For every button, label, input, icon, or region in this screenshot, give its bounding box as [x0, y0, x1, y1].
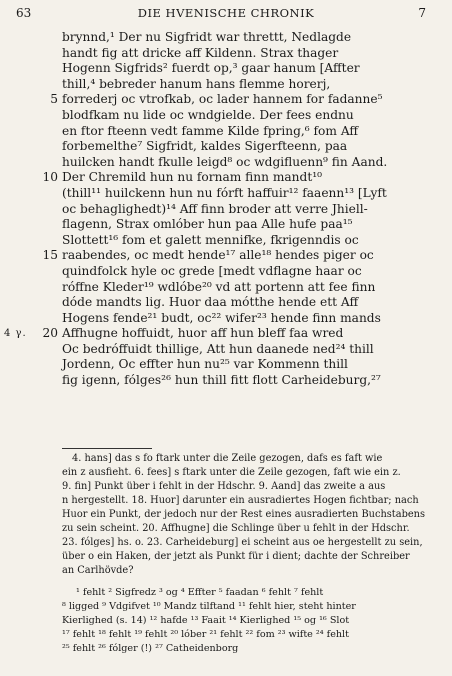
text-line — [0, 311, 452, 327]
line-number: 10 — [42, 170, 58, 185]
line-number: 20 — [42, 326, 58, 341]
apparatus-line: über o ein Haken, der jetzt als Punkt für i dient; dachte der Schreiber — [62, 551, 410, 562]
line-text: fig igenn, fólges²⁶ hun thill fitt flott Carheideburg,²⁷ — [62, 373, 381, 388]
line-text: forrederj oc vtrofkab, oc lader hannem for fadanne⁵ — [62, 92, 383, 107]
text-line — [0, 155, 452, 171]
line-text: Hogenn Sigfrids² fuerdt op,³ gaar hanum [Affter — [62, 61, 360, 76]
section-number: 7 — [418, 6, 426, 20]
line-text: blodfkam nu lide oc wndgielde. Der fees endnu — [62, 107, 354, 122]
text-line — [0, 264, 452, 280]
text-line — [0, 233, 452, 249]
line-text: (thill¹¹ huilckenn hun nu fórft haffuir¹² faaenn¹³ [Lyft — [62, 185, 387, 200]
text-line — [0, 92, 452, 108]
apparatus-line: zu sein scheint. 20. Affhugne] die Schlinge über u fehlt in der Hdschr. — [62, 523, 410, 534]
footnote-line: ¹⁷ fehlt ¹⁸ fehlt ¹⁹ fehlt ²⁰ lóber ²¹ fehlt ²² fom ²³ wifte ²⁴ fehlt — [62, 629, 349, 640]
text-line — [0, 186, 452, 202]
line-text: brynnd,¹ Der nu Sigfridt war threttt, Nedlagde — [62, 30, 352, 44]
line-text: dóde mandts lig. Huor daa mótthe hende ett Aff — [62, 295, 359, 310]
line-text: Slottett¹⁶ fom et galett mennifke, fkrigenndis oc — [62, 232, 359, 247]
apparatus-line: n hergestellt. 18. Huor] darunter ein ausradiertes Hogen fichtbar; nach — [62, 495, 419, 506]
line-text: huilcken handt fkulle leigd⁸ oc wdgifluenn⁹ fin Aand. — [62, 154, 388, 169]
text-line — [0, 46, 452, 62]
apparatus-line: 9. fin] Punkt über i fehlt in der Hdschr. 9. Aand] das zweite a aus — [62, 481, 386, 492]
text-line — [0, 342, 452, 358]
text-line — [0, 30, 452, 46]
line-text: quindfolck hyle oc grede [medt vdflagne haar oc — [62, 263, 362, 278]
line-text: Der Chremild hun nu fornam finn mandt¹⁰ — [62, 170, 322, 185]
text-line — [0, 108, 452, 124]
text-line — [0, 170, 452, 186]
text-line — [0, 124, 452, 140]
footnote-line: ⁸ ligged ⁹ Vdgifvet ¹⁰ Mandz tilftand ¹¹ fehlt hier, steht hinter — [62, 601, 356, 612]
page-number: 63 — [16, 6, 32, 20]
apparatus-line: an Carlhövde? — [62, 565, 134, 576]
apparatus-line: 4. hans] das s fo ftark unter die Zeile gezogen, dafs es faft wie — [72, 453, 383, 464]
line-text: en ftor fteenn vedt famme Kilde fpring,⁶ fom Aff — [62, 123, 359, 138]
line-text: Affhugne hoffuidt, huor aff hun bleff faa wred — [62, 326, 344, 341]
text-line — [0, 357, 452, 373]
text-line — [0, 202, 452, 218]
text-line — [0, 280, 452, 296]
text-line — [0, 139, 452, 155]
line-text: Hogens fende²¹ budt, oc²² wifer²³ hende finn mands — [62, 310, 381, 325]
footnote-line: Kierlighed (s. 14) ¹² hafde ¹³ Faait ¹⁴ Kierlighed ¹⁵ og ¹⁶ Slot — [62, 615, 350, 626]
running-title: DIE HVENISCHE CHRONIK — [137, 6, 315, 20]
text-line — [0, 373, 452, 389]
line-text: Jordenn, Oc effter hun nu²⁵ var Kommenn thill — [62, 357, 348, 372]
line-text: oc behaglighedt)¹⁴ Aff finn broder att verre Jhiell- — [62, 201, 368, 216]
footnotes — [0, 586, 452, 656]
text-line — [0, 61, 452, 77]
line-text: forbemelthe⁷ Sigfridt, kaldes Sigerfteenn, paa — [62, 139, 348, 154]
apparatus-line: 23. fólges] hs. o. 23. Carheideburg] ei scheint aus oe hergestellt zu sein, — [62, 537, 423, 548]
apparatus-line: ein z ausfieht. 6. fees] s ftark unter die Zeile gezogen, faft wie ein z. — [62, 467, 401, 478]
line-text: flagenn, Strax omlóber hun paa Alle hufe paa¹⁵ — [62, 217, 353, 232]
line-text: raabendes, oc medt hende¹⁷ alle¹⁸ hendes piger oc — [62, 248, 374, 263]
text-line — [0, 295, 452, 311]
apparatus-line: Huor ein Punkt, der jedoch nur der Rest eines ausradierten Buchstabens — [62, 509, 425, 520]
main-text — [0, 30, 452, 389]
text-line — [0, 77, 452, 93]
text-line — [0, 326, 452, 342]
text-line — [0, 217, 452, 233]
line-number: 15 — [42, 248, 58, 263]
margin-note: 4 γ. — [4, 328, 27, 340]
line-number: 5 — [50, 92, 58, 107]
line-text: handt fig att dricke aff Kildenn. Strax thager — [62, 45, 339, 60]
text-line — [0, 248, 452, 264]
line-text: Oc bedróffuidt thillige, Att hun daanede ned²⁴ thill — [62, 341, 374, 356]
footnote-line: ¹ fehlt ² Sigfredz ³ og ⁴ Effter ⁵ faadan ⁶ fehlt ⁷ fehlt — [76, 587, 324, 598]
critical-apparatus — [0, 452, 452, 578]
footnote-line: ²⁵ fehlt ²⁶ fólger (!) ²⁷ Catheidenborg — [62, 643, 239, 654]
apparatus-divider — [62, 448, 152, 449]
line-text: thill,⁴ bebreder hanum hans flemme horerj, — [62, 76, 331, 91]
line-text: róffne Kleder¹⁹ wdlóbe²⁰ vd att portenn att fee finn — [62, 279, 376, 294]
